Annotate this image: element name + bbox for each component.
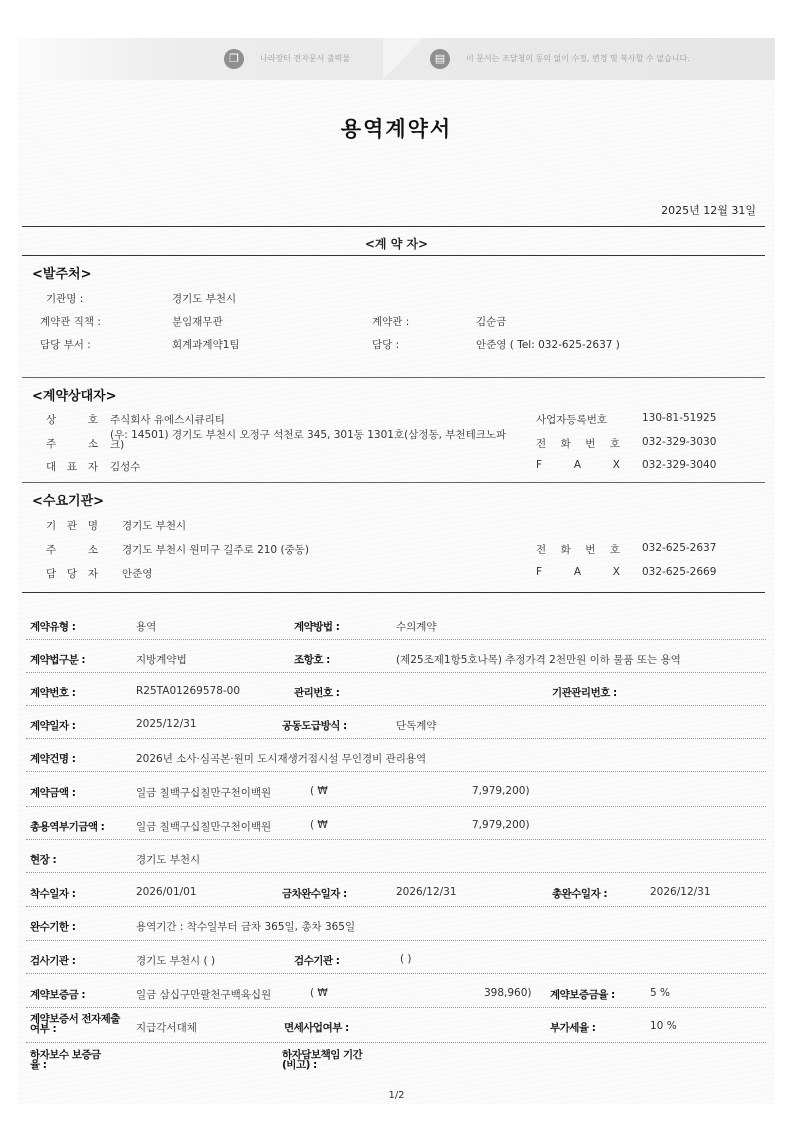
orderer-agency-value: 경기도 부천시 (172, 293, 237, 305)
contract-name-label: 계약건명 : (30, 753, 76, 765)
joint-method-value: 단독계약 (396, 720, 437, 732)
total-end-date-value: 2026/12/31 (650, 886, 711, 898)
orderer-officer-title-label: 계약관 직책 : (40, 316, 101, 328)
divider (22, 592, 765, 593)
row-separator (26, 1007, 766, 1008)
total-amount-words: 일금 칠백구십칠만구천이백원 (136, 821, 272, 833)
divider (22, 482, 765, 483)
demand-agency-addr-value: 경기도 부천시 원미구 길주로 210 (중동) (122, 544, 309, 556)
contract-no-label: 계약번호 : (30, 687, 76, 699)
demand-agency-fax-label: F A X (536, 566, 620, 578)
current-end-date-value: 2026/12/31 (396, 886, 457, 898)
demand-agency-contact-label: 담 당 자 (46, 568, 98, 580)
inspection-agency-label: 검사기관 : (30, 955, 76, 967)
counterparty-rep-value: 김성수 (110, 461, 141, 473)
demand-agency-name-label: 기 관 명 (46, 520, 98, 532)
warranty-deposit-label: 하자보수 보증금율 : (30, 1049, 101, 1071)
row-separator (26, 771, 766, 772)
deadline-label: 완수기한 : (30, 921, 76, 933)
site-value: 경기도 부천시 (136, 854, 201, 866)
counterparty-bizno-value: 130-81-51925 (642, 412, 717, 424)
deadline-value: 용역기간 : 착수일부터 금차 365일, 총차 365일 (136, 921, 356, 933)
contract-amount-words: 일금 칠백구십칠만구천이백원 (136, 787, 272, 799)
counterparty-heading: <계약상대자> (32, 389, 117, 404)
site-label: 현장 : (30, 854, 57, 866)
divider (22, 226, 765, 227)
row-separator (26, 839, 766, 840)
row-separator (26, 806, 766, 807)
row-separator (26, 940, 766, 941)
demand-agency-contact-value: 안준영 (122, 568, 153, 580)
deposit-rate-value: 5 % (650, 987, 670, 999)
deposit-words: 일금 삼십구만팔천구백육십원 (136, 989, 272, 1001)
counterparty-bizno-label: 사업자등록번호 (536, 414, 608, 426)
orderer-heading: <발주처> (32, 267, 92, 282)
row-separator (26, 973, 766, 974)
orderer-contact-label: 담당 : (372, 339, 400, 351)
contract-law-label: 계약법구분 : (30, 654, 86, 666)
demand-agency-fax-value: 032-625-2669 (642, 566, 717, 578)
row-separator (26, 906, 766, 907)
counterparty-phone-label: 전 화 번 호 (536, 438, 620, 450)
header-divider (383, 38, 423, 80)
contract-law-value: 지방계약법 (136, 654, 187, 666)
orderer-dept-label: 담당 부서 : (40, 339, 91, 351)
orderer-dept-value: 회계과계약1팀 (172, 339, 240, 351)
total-amount-currency: ( ₩ (310, 819, 328, 831)
row-separator (26, 872, 766, 873)
start-date-label: 착수일자 : (30, 888, 76, 900)
vat-rate-value: 10 % (650, 1020, 677, 1032)
warranty-period-label: 하자담보책임 기간(비고) : (282, 1049, 363, 1071)
row-separator (26, 1042, 766, 1043)
counterparty-phone-value: 032-329-3030 (642, 436, 717, 448)
orderer-officer-value: 김순금 (476, 316, 507, 328)
contract-date-value: 2025/12/31 (136, 718, 197, 730)
deposit-currency: ( ₩ (310, 987, 328, 999)
agency-mgmt-no-label: 기관관리번호 : (552, 687, 617, 699)
counterparty-name-value: 주식회사 유에스시큐리티 (110, 414, 225, 426)
deposit-label: 계약보증금 : (30, 989, 86, 1001)
orderer-agency-label: 기관명 : (46, 293, 84, 305)
document-title: 용역계약서 (340, 117, 453, 141)
orderer-contact-value: 안준영 ( Tel: 032-625-2637 ) (476, 339, 620, 351)
contract-type-label: 계약유형 : (30, 621, 76, 633)
counterparty-rep-label: 대 표 자 (46, 461, 98, 473)
contract-type-value: 용역 (136, 621, 157, 633)
orderer-officer-title-value: 분임재무관 (172, 316, 223, 328)
inspection-agency-value: 경기도 부천시 ( ) (136, 955, 216, 967)
current-end-date-label: 금차완수일자 : (282, 888, 347, 900)
demand-agency-name-value: 경기도 부천시 (122, 520, 187, 532)
acceptance-agency-value: ( ) (400, 953, 412, 965)
contract-date-label: 계약일자 : (30, 720, 76, 732)
divider (22, 255, 765, 256)
demand-agency-phone-label: 전 화 번 호 (536, 544, 620, 556)
clause-value: (제25조제1항5호나목) 추정가격 2천만원 이하 물품 또는 용역 (396, 654, 681, 666)
contract-amount-number: 7,979,200) (472, 785, 530, 797)
start-date-value: 2026/01/01 (136, 886, 197, 898)
total-amount-number: 7,979,200) (472, 819, 530, 831)
clause-label: 조항호 : (294, 654, 330, 666)
counterparty-name-label: 상 호 (46, 414, 98, 426)
counterparty-addr-label: 주 소 (46, 438, 98, 450)
contract-name-value: 2026년 소사·심곡본·원미 도시재생거점시설 무인경비 관리용역 (136, 753, 427, 765)
document-header-bar (18, 38, 775, 80)
row-separator (26, 672, 766, 673)
guarantee-submission-value: 지급각서대체 (136, 1022, 197, 1034)
deposit-rate-label: 계약보증금율 : (550, 989, 615, 1001)
joint-method-label: 공동도급방식 : (282, 720, 347, 732)
row-separator (26, 738, 766, 739)
guarantee-submission-label: 계약보증서 전자제출여부 : (30, 1013, 120, 1035)
counterparty-fax-value: 032-329-3040 (642, 459, 717, 471)
counterparty-fax-label: F A X (536, 459, 620, 471)
contract-method-value: 수의계약 (396, 621, 437, 633)
vat-rate-label: 부가세율 : (550, 1022, 596, 1034)
header-right-text: 이 문서는 조달청의 동의 없이 수정, 변경 및 복사할 수 없습니다. (466, 54, 690, 63)
contract-no-value: R25TA01269578-00 (136, 685, 241, 697)
orderer-officer-label: 계약관 : (372, 316, 410, 328)
deposit-number: 398,960) (484, 987, 532, 999)
divider (22, 377, 765, 378)
acceptance-agency-label: 검수기관 : (294, 955, 340, 967)
contract-amount-label: 계약금액 : (30, 787, 76, 799)
demand-agency-phone-value: 032-625-2637 (642, 542, 717, 554)
document-icon: ❐ (224, 49, 244, 69)
contract-method-label: 계약방법 : (294, 621, 340, 633)
counterparty-addr-value: (우: 14501) 경기도 부천시 오정구 석천로 345, 301동 1301호(삼정동, 부천테크노파크) (110, 429, 507, 451)
contractors-heading: <계 약 자> (364, 237, 429, 251)
total-amount-label: 총용역부기금액 : (30, 821, 105, 833)
contract-amount-currency: ( ₩ (310, 785, 328, 797)
mgmt-no-label: 관리번호 : (294, 687, 340, 699)
page-number: 1/2 (388, 1090, 405, 1101)
tax-exempt-label: 면세사업여부 : (284, 1022, 349, 1034)
row-separator (26, 639, 766, 640)
row-separator (26, 705, 766, 706)
header-left-text: 나라장터 전자문서 출력물 (260, 54, 351, 63)
demand-agency-heading: <수요기관> (32, 494, 105, 509)
document-date: 2025년 12월 31일 (661, 204, 756, 217)
demand-agency-addr-label: 주 소 (46, 544, 98, 556)
total-end-date-label: 총완수일자 : (552, 888, 608, 900)
printer-icon: ▤ (430, 49, 450, 69)
